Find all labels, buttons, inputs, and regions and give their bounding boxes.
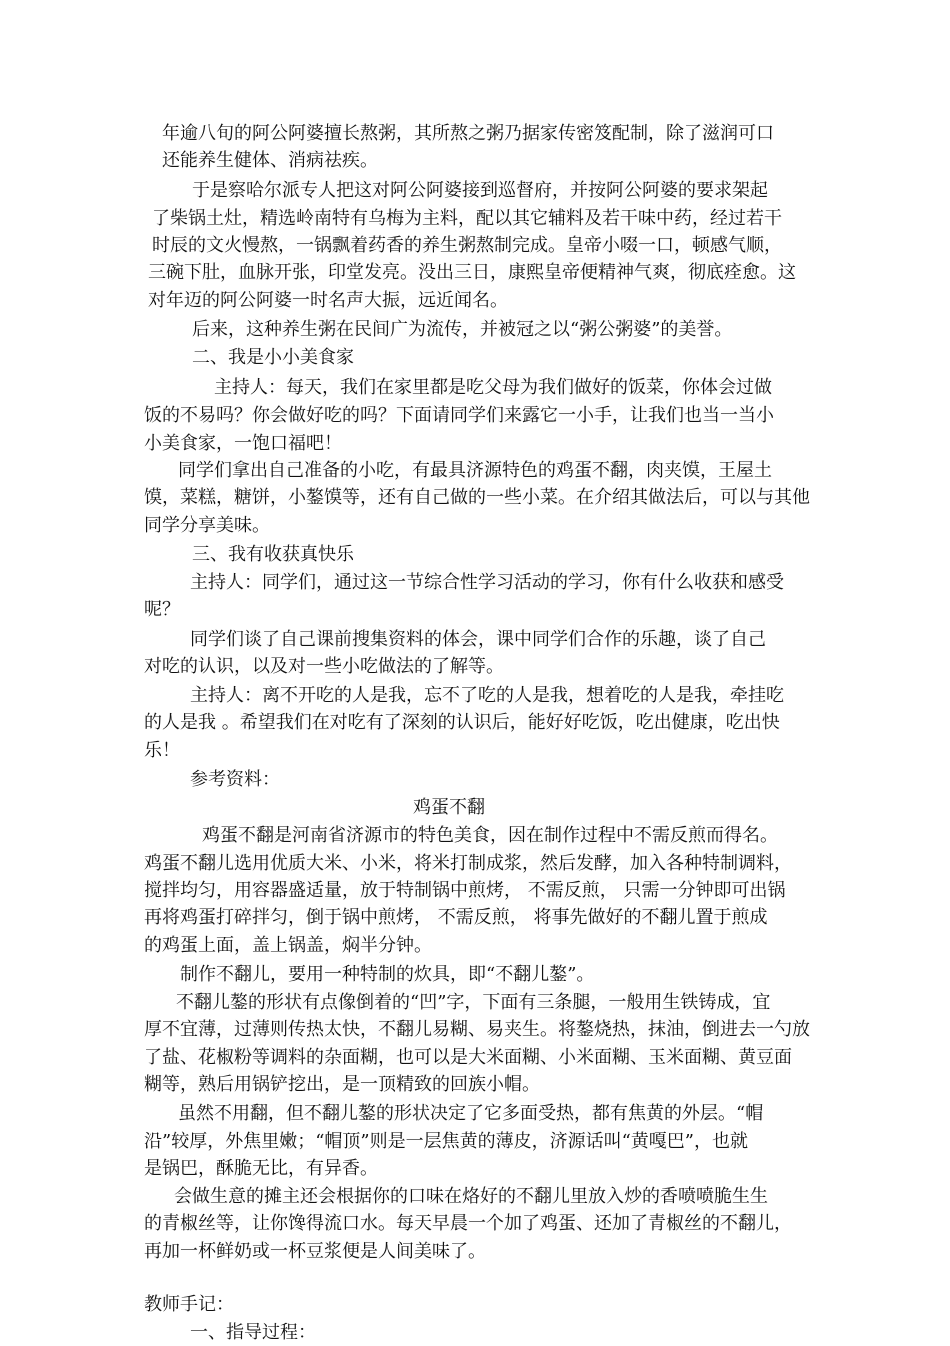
text-line: 后来，这种养生粥在民间广为流传，并被冠之以“粥公粥婆”的美誉。	[192, 319, 733, 340]
text-line: 时辰的文火慢熬，一锅飘着药香的养生粥熬制完成。皇帝小啜一口，顿感气顺，	[152, 235, 782, 256]
text-line: 糊等，熟后用锅铲挖出，是一顶精致的回族小帽。	[144, 1074, 540, 1095]
text-line: 鸡蛋不翻是河南省济源市的特色美食，因在制作过程中不需反煎而得名。	[202, 825, 778, 846]
text-line: 三、我有收获真快乐	[192, 544, 354, 565]
text-line: 制作不翻儿，要用一种特制的炊具，即“不翻儿鏊”。	[180, 964, 595, 985]
text-line: 再将鸡蛋打碎拌匀，倒于锅中煎烤， 不需反煎， 将事先做好的不翻儿置于煎成	[144, 907, 768, 928]
text-line: 主持人：每天，我们在家里都是吃父母为我们做好的饭菜，你体会过做	[214, 377, 772, 398]
text-line: 会做生意的摊主还会根据你的口味在烙好的不翻儿里放入炒的香喷喷脆生生	[174, 1186, 768, 1207]
text-line: 二、我是小小美食家	[192, 347, 354, 368]
text-line: 三碗下肚，血脉开张，印堂发亮。没出三日，康熙皇帝便精神气爽，彻底痊愈。这	[148, 262, 796, 283]
text-line: 小美食家，一饱口福吧！	[144, 433, 342, 454]
text-line: 呢？	[144, 599, 180, 620]
text-line: 还能养生健体、消病祛疾。	[162, 150, 378, 171]
text-line: 对吃的认识，以及对一些小吃做法的了解等。	[144, 656, 504, 677]
text-line: 再加一杯鲜奶或一杯豆浆便是人间美味了。	[144, 1241, 486, 1262]
text-line: 同学们谈了自己课前搜集资料的体会，课中同学们合作的乐趣，谈了自己	[190, 629, 766, 650]
text-line: 虽然不用翻，但不翻儿鏊的形状决定了它多面受热，都有焦黄的外层。“帽	[178, 1103, 764, 1124]
text-line: 饭的不易吗？你会做好吃的吗？下面请同学们来露它一小手，让我们也当一当小	[144, 405, 774, 426]
text-line: 于是察哈尔派专人把这对阿公阿婆接到巡督府，并按阿公阿婆的要求架起	[192, 180, 768, 201]
text-line: 鸡蛋不翻儿选用优质大米、小米，将米打制成浆，然后发酵，加入各种特制调料，	[144, 853, 792, 874]
teacher-notes-label: 教师手记：	[144, 1294, 234, 1315]
section-heading: 一、指导过程：	[190, 1322, 316, 1343]
text-line: 馍，菜糕，糖饼，小鏊馍等，还有自己做的一些小菜。在介绍其做法后，可以与其他	[144, 487, 810, 508]
text-line: 的青椒丝等，让你馋得流口水。每天早晨一个加了鸡蛋、还加了青椒丝的不翻儿，	[144, 1213, 792, 1234]
text-line: 的鸡蛋上面，盖上锅盖，焖半分钟。	[144, 935, 432, 956]
text-line: 的人是我 。希望我们在对吃有了深刻的认识后，能好好吃饭，吃出健康，吃出快	[144, 712, 780, 733]
text-line: 了盐、花椒粉等调料的杂面糊，也可以是大米面糊、小米面糊、玉米面糊、黄豆面	[144, 1047, 792, 1068]
text-line: 鸡蛋不翻	[413, 797, 485, 818]
text-line: 沿”较厚，外焦里嫩；“帽顶”则是一层焦黄的薄皮，济源话叫“黄嘎巴”，也就	[144, 1131, 749, 1152]
text-line: 厚不宜薄，过薄则传热太快，不翻儿易糊、易夹生。将鏊烧热，抹油，倒进去一勺放	[144, 1019, 810, 1040]
text-line: 参考资料：	[190, 769, 280, 790]
text-line: 对年迈的阿公阿婆一时名声大振，远近闻名。	[148, 290, 508, 311]
text-line: 主持人：离不开吃的人是我，忘不了吃的人是我，想着吃的人是我，牵挂吃	[190, 685, 784, 706]
text-line: 搅拌均匀，用容器盛适量，放于特制锅中煎烤， 不需反煎， 只需一分钟即可出锅	[144, 880, 786, 901]
text-line: 是锅巴，酥脆无比，有异香。	[144, 1158, 378, 1179]
text-line: 主持人：同学们，通过这一节综合性学习活动的学习，你有什么收获和感受	[190, 572, 784, 593]
text-line: 同学们拿出自己准备的小吃，有最具济源特色的鸡蛋不翻，肉夹馍，王屋土	[178, 460, 772, 481]
text-line: 年逾八旬的阿公阿婆擅长熬粥，其所熬之粥乃据家传密笈配制，除了滋润可口	[162, 123, 774, 144]
text-line: 乐！	[144, 740, 180, 761]
text-line: 不翻儿鏊的形状有点像倒着的“凹”字，下面有三条腿，一般用生铁铸成，宜	[176, 992, 771, 1013]
text-line: 了柴锅土灶，精选岭南特有乌梅为主料，配以其它辅料及若干味中药，经过若干	[152, 208, 782, 229]
text-line: 同学分享美味。	[144, 515, 270, 536]
